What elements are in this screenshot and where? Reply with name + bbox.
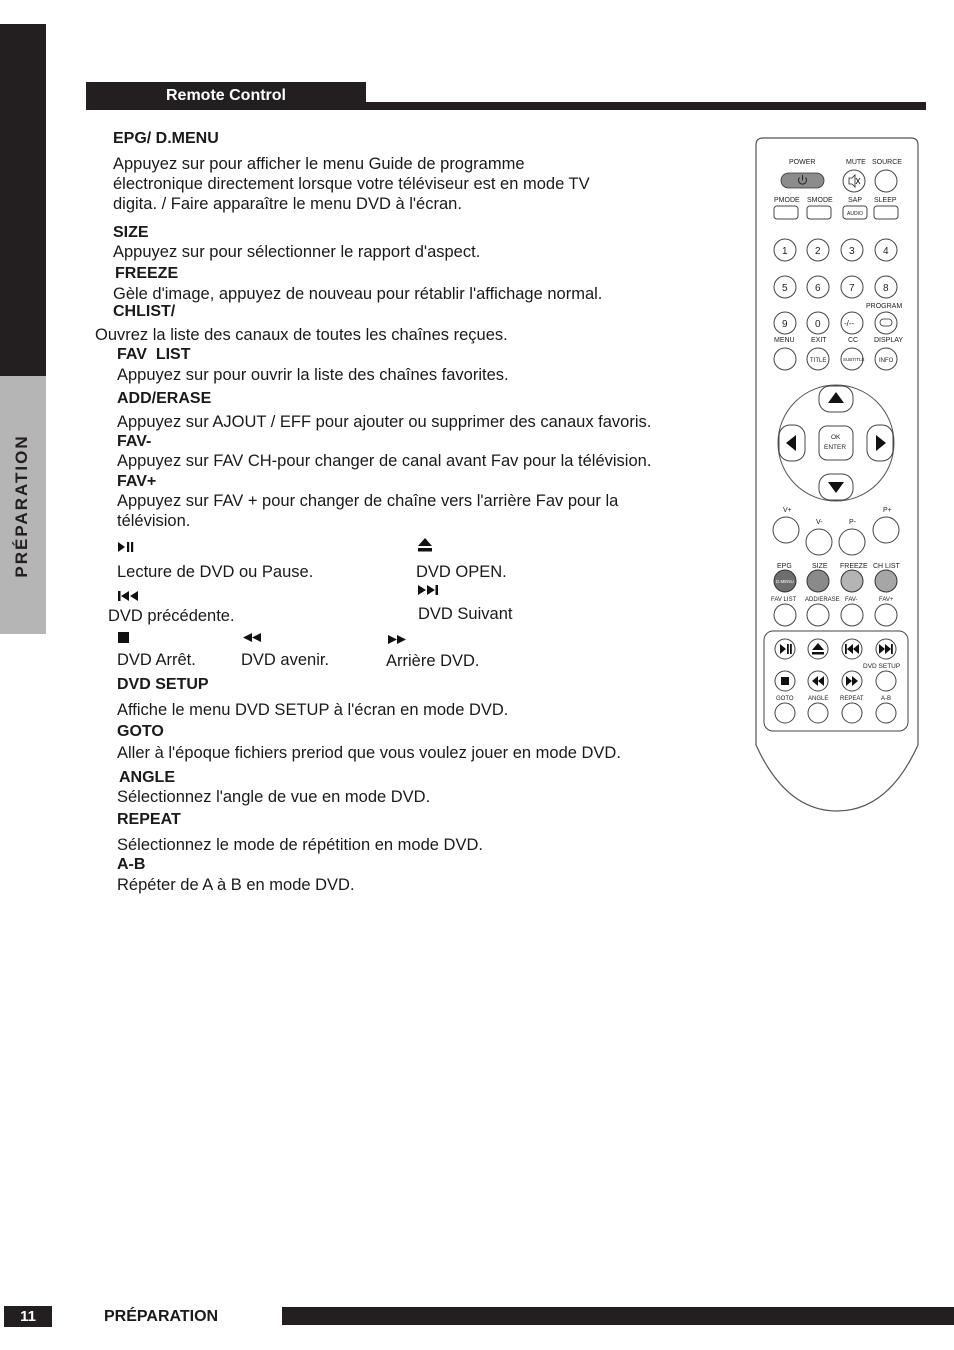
rewind-icon xyxy=(242,632,262,643)
adderase-heading: ADD/ERASE xyxy=(117,390,212,407)
remote-sleep-button xyxy=(874,206,898,219)
header-rule xyxy=(366,102,926,110)
repeat-text: Sélectionnez le mode de répétition en mode DVD. xyxy=(117,836,483,854)
ab-heading: A-B xyxy=(117,856,146,873)
angle-heading: ANGLE xyxy=(119,769,175,786)
remote-digit-9-label: 9 xyxy=(782,319,788,330)
play-pause-icon xyxy=(117,541,137,553)
remote-digit-5-label: 5 xyxy=(782,283,788,294)
goto-text: Aller à l'époque fichiers preriod que vous voulez jouer en mode DVD. xyxy=(117,744,621,762)
remote-ok-label: OK xyxy=(831,434,841,441)
size-text: Appuyez sur pour sélectionner le rapport d'aspect. xyxy=(113,243,481,261)
epg-text-line-1: Appuyez sur pour afficher le menu Guide de programme xyxy=(113,155,525,173)
remote-pplus-button xyxy=(873,517,899,543)
next-text: DVD Suivant xyxy=(418,605,513,623)
favplus-text-line-2: télévision. xyxy=(117,512,191,530)
remote-favminus-button xyxy=(841,604,863,626)
remote-ab-label: A-B xyxy=(881,696,892,702)
previous-track-icon xyxy=(117,590,139,602)
remote-digit-8-label: 8 xyxy=(883,283,889,294)
next-track-icon xyxy=(417,584,439,596)
remote-audio-label: AUDIO xyxy=(847,211,863,217)
remote-sap-label: SAP xyxy=(848,197,863,204)
favplus-text-line-1: Appuyez sur FAV + pour changer de chaîne vers l'arrière Fav pour la xyxy=(117,492,619,510)
remote-angle-button xyxy=(808,703,828,723)
remote-program-label: PROGRAM xyxy=(866,303,903,310)
remote-dash-label: -/-- xyxy=(844,319,855,328)
ff-text: Arrière DVD. xyxy=(386,652,480,670)
remote-chlist-button xyxy=(875,570,897,592)
remote-repeat-button xyxy=(842,703,862,723)
favlist-heading: FAV LIST xyxy=(117,346,191,363)
size-heading: SIZE xyxy=(113,224,149,241)
remote-goto-label: GOTO xyxy=(776,696,794,702)
remote-favplus-button xyxy=(875,604,897,626)
remote-power-label: POWER xyxy=(789,159,816,166)
footer-rule xyxy=(282,1307,954,1325)
remote-exit-label: EXIT xyxy=(811,337,827,344)
remote-title-label: TITLE xyxy=(810,358,827,364)
stop-icon xyxy=(117,631,131,644)
epg-text-line-3: digita. / Faire apparaître le menu DVD à l'écran. xyxy=(113,195,462,213)
remote-digit-2-label: 2 xyxy=(815,246,821,257)
freeze-text: Gèle d'image, appuyez de nouveau pour rétablir l'affichage normal. xyxy=(113,285,603,303)
remote-dvdsetup-label: DVD SETUP xyxy=(863,663,901,670)
remote-dvdsetup-button xyxy=(876,671,896,691)
favplus-heading: FAV+ xyxy=(117,473,157,490)
stop-text: DVD Arrêt. xyxy=(117,651,196,669)
epg-heading: EPG/ D.MENU xyxy=(113,130,219,147)
remote-program-button xyxy=(875,312,897,334)
remote-angle-label: ANGLE xyxy=(808,696,829,702)
remote-digit-6-label: 6 xyxy=(815,283,821,294)
remote-digit-1-label: 1 xyxy=(782,246,788,257)
remote-digit-7-label: 7 xyxy=(849,283,855,294)
remote-freeze-label: FREEZE xyxy=(840,563,868,570)
remote-enter-label: ENTER xyxy=(824,444,847,451)
remote-stop-icon xyxy=(781,677,789,685)
remote-favminus-label: FAV- xyxy=(845,597,858,603)
dvdsetup-text: Affiche le menu DVD SETUP à l'écran en mode DVD. xyxy=(117,701,509,719)
remote-vplus-button xyxy=(773,517,799,543)
dvdsetup-heading: DVD SETUP xyxy=(117,676,209,693)
playpause-text: Lecture de DVD ou Pause. xyxy=(117,563,314,581)
chlist-text: Ouvrez la liste des canaux de toutes les chaînes reçues. xyxy=(95,326,508,344)
remote-source-label: SOURCE xyxy=(872,159,902,166)
favminus-text: Appuyez sur FAV CH-pour changer de canal avant Fav pour la télévision. xyxy=(117,452,652,470)
remote-menu-button xyxy=(774,348,796,370)
freeze-heading: FREEZE xyxy=(115,265,179,282)
adderase-text: Appuyez sur AJOUT / EFF pour ajouter ou supprimer des canaux favoris. xyxy=(117,413,652,431)
remote-source-button xyxy=(875,170,897,192)
prev-text: DVD précédente. xyxy=(108,607,235,625)
remote-adderase-label: ADD/ERASE xyxy=(805,597,840,603)
eject-icon xyxy=(417,537,433,553)
remote-display-label: DISPLAY xyxy=(874,337,904,344)
remote-goto-button xyxy=(775,703,795,723)
remote-subtitle-label: SUBTITLE xyxy=(843,357,865,362)
remote-favplus-label: FAV+ xyxy=(879,597,894,603)
fast-forward-icon xyxy=(387,634,407,645)
remote-pmode-button xyxy=(774,206,798,219)
remote-pminus-label: P- xyxy=(849,519,856,526)
remote-epg-label: EPG xyxy=(777,563,792,570)
open-text: DVD OPEN. xyxy=(416,563,507,581)
remote-vminus-label: V- xyxy=(816,519,823,526)
remote-dmenu-label: D.MENU xyxy=(776,579,794,584)
footer-section-label: PRÉPARATION xyxy=(104,1308,219,1325)
remote-info-label: INFO xyxy=(879,358,894,364)
remote-smode-button xyxy=(807,206,831,219)
chlist-heading: CHLIST/ xyxy=(113,303,176,320)
sidebar-label: PRÉPARATION xyxy=(12,434,31,578)
remote-mute-button xyxy=(843,170,865,192)
remote-smode-label: SMODE xyxy=(807,197,833,204)
epg-text-line-2: électronique directement lorsque votre téléviseur est en mode TV xyxy=(113,175,590,193)
remote-cc-label: CC xyxy=(848,337,859,344)
remote-digit-3-label: 3 xyxy=(849,246,855,257)
remote-favlist-label: FAV LIST xyxy=(771,597,797,603)
remote-repeat-label: REPEAT xyxy=(840,696,864,702)
remote-pminus-button xyxy=(839,529,865,555)
remote-favlist-button xyxy=(774,604,796,626)
remote-control-illustration xyxy=(752,135,922,815)
angle-text: Sélectionnez l'angle de vue en mode DVD. xyxy=(117,788,431,806)
remote-pplus-label: P+ xyxy=(883,507,892,514)
remote-menu-label: MENU xyxy=(774,337,795,344)
goto-heading: GOTO xyxy=(117,723,164,740)
remote-mute-label: MUTE xyxy=(846,159,866,166)
remote-ab-button xyxy=(876,703,896,723)
remote-chlist-label: CH LIST xyxy=(873,563,900,570)
remote-size-label: SIZE xyxy=(812,563,828,570)
favminus-heading: FAV- xyxy=(117,433,152,450)
remote-sleep-label: SLEEP xyxy=(874,197,897,204)
section-title: Remote Control xyxy=(86,82,366,110)
remote-ok-button xyxy=(819,426,853,460)
sidebar-dark-band xyxy=(0,24,46,376)
remote-size-button xyxy=(807,570,829,592)
page-number: 11 xyxy=(4,1306,52,1327)
remote-digit-0-label: 0 xyxy=(815,319,821,330)
remote-vminus-button xyxy=(806,529,832,555)
remote-pmode-label: PMODE xyxy=(774,197,800,204)
repeat-heading: REPEAT xyxy=(117,811,181,828)
remote-freeze-button xyxy=(841,570,863,592)
remote-digit-4-label: 4 xyxy=(883,246,889,257)
remote-adderase-button xyxy=(807,604,829,626)
ab-text: Répéter de A à B en mode DVD. xyxy=(117,876,355,894)
rewind-text: DVD avenir. xyxy=(241,651,330,669)
remote-vplus-label: V+ xyxy=(783,507,792,514)
favlist-text: Appuyez sur pour ouvrir la liste des chaînes favorites. xyxy=(117,366,509,384)
